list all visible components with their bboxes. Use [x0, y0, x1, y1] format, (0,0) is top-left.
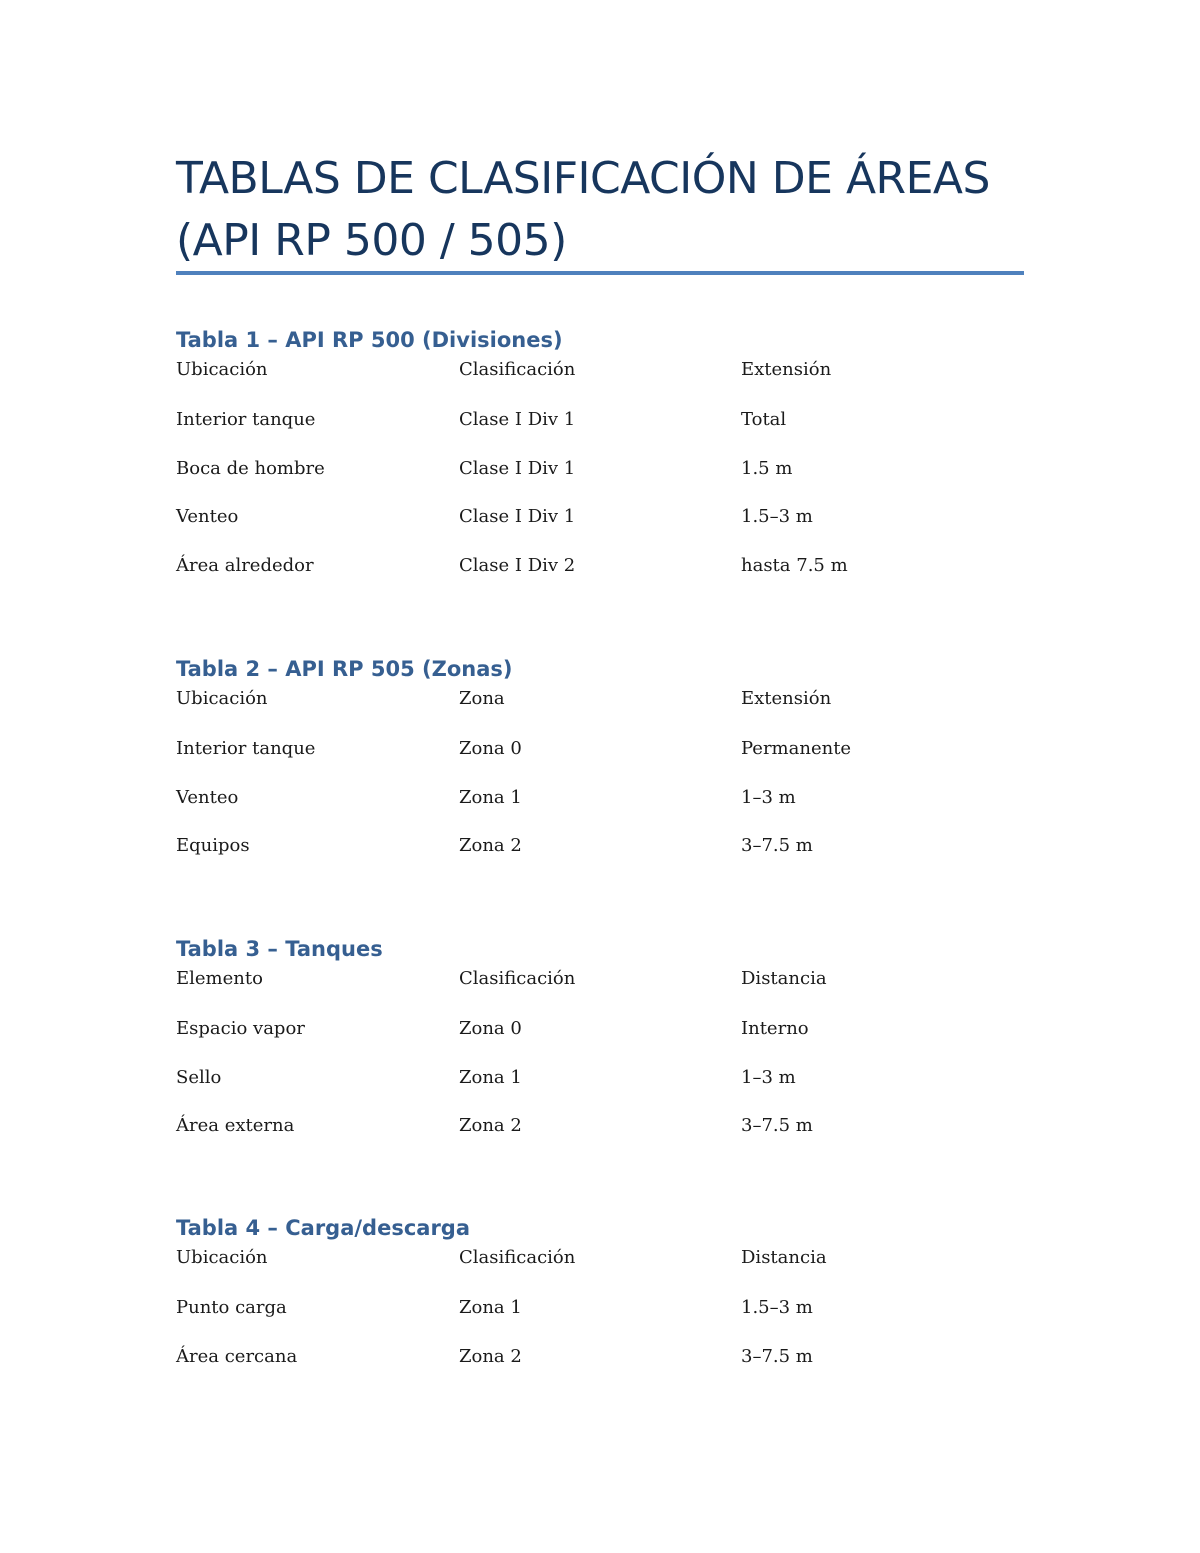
table-cell: Boca de hombre — [176, 457, 325, 479]
table-row — [176, 831, 1024, 880]
table-cell: Área cercana — [176, 1345, 298, 1367]
table-header-row — [176, 684, 1024, 734]
table-cell: 1.5–3 m — [741, 506, 813, 527]
table-cell: 3–7.5 m — [741, 1115, 813, 1136]
table-cell: Punto carga — [176, 1297, 287, 1318]
table-heading: Tabla 3 – Tanques — [176, 937, 383, 961]
column-header: Extensión — [741, 359, 832, 380]
table-cell: Zona 0 — [459, 1018, 522, 1039]
table-row — [176, 405, 1024, 454]
table-cell: Total — [741, 409, 787, 430]
table-cell: Venteo — [176, 506, 239, 527]
table-cell: Área alrededor — [176, 554, 314, 576]
column-header: Clasificación — [459, 359, 576, 380]
column-header: Ubicación — [176, 1247, 268, 1268]
table-cell: 3–7.5 m — [741, 835, 813, 856]
table-row — [176, 551, 1024, 600]
table-cell: Zona 1 — [459, 1066, 522, 1088]
table-cell: Permanente — [741, 738, 852, 759]
table-heading: Tabla 4 – Carga/descarga — [176, 1216, 470, 1240]
table-cell: Interior tanque — [176, 409, 316, 430]
table-cell: Clase I Div 1 — [459, 457, 576, 479]
title-underline — [176, 271, 1024, 275]
column-header: Zona — [459, 688, 505, 709]
table-heading: Tabla 2 – API RP 505 (Zonas) — [176, 657, 513, 681]
document-title — [176, 148, 1024, 272]
table-cell: Área externa — [176, 1115, 295, 1136]
column-header: Ubicación — [176, 359, 268, 380]
table-section-2 — [176, 654, 1024, 880]
table-cell: Zona 2 — [459, 835, 522, 856]
table-header-row — [176, 1243, 1024, 1293]
table-row — [176, 1014, 1024, 1063]
table-cell: Sello — [176, 1066, 222, 1088]
table-cell: hasta 7.5 m — [741, 554, 848, 576]
table-header-row — [176, 355, 1024, 405]
column-header: Distancia — [741, 968, 827, 989]
table-row — [176, 502, 1024, 551]
table-cell: Zona 1 — [459, 786, 522, 808]
table-section-4 — [176, 1213, 1024, 1390]
table-cell: 1.5–3 m — [741, 1297, 813, 1318]
table-cell: Interior tanque — [176, 738, 316, 759]
table-cell: Zona 2 — [459, 1345, 522, 1367]
document-title-line-1: TABLAS DE CLASIFICACIÓN DE ÁREAS — [176, 153, 990, 204]
table-section-3 — [176, 934, 1024, 1160]
table-cell: 1–3 m — [741, 786, 796, 808]
table-row — [176, 454, 1024, 503]
column-header: Clasificación — [459, 1247, 576, 1268]
table-header-row — [176, 964, 1024, 1014]
column-header: Clasificación — [459, 968, 576, 989]
document-title-line-2: (API RP 500 / 505) — [176, 215, 567, 266]
table-section-1 — [176, 325, 1024, 599]
table-cell: Interno — [741, 1018, 809, 1039]
table-row — [176, 1063, 1024, 1112]
table-cell: Clase I Div 2 — [459, 554, 576, 576]
table-cell: Venteo — [176, 786, 239, 808]
table-cell: Zona 2 — [459, 1115, 522, 1136]
table-row — [176, 1342, 1024, 1391]
column-header: Ubicación — [176, 688, 268, 709]
table-cell: 1.5 m — [741, 457, 793, 479]
table-cell: Zona 0 — [459, 738, 522, 759]
table-cell: Clase I Div 1 — [459, 506, 576, 527]
table-heading: Tabla 1 – API RP 500 (Divisiones) — [176, 328, 563, 352]
table-cell: 1–3 m — [741, 1066, 796, 1088]
table-cell: 3–7.5 m — [741, 1345, 813, 1367]
column-header: Distancia — [741, 1247, 827, 1268]
table-row — [176, 1293, 1024, 1342]
table-row — [176, 783, 1024, 832]
table-row — [176, 734, 1024, 783]
column-header: Extensión — [741, 688, 832, 709]
column-header: Elemento — [176, 968, 263, 989]
table-cell: Zona 1 — [459, 1297, 522, 1318]
table-cell: Clase I Div 1 — [459, 409, 576, 430]
table-cell: Espacio vapor — [176, 1018, 305, 1039]
table-row — [176, 1111, 1024, 1160]
table-cell: Equipos — [176, 835, 250, 856]
